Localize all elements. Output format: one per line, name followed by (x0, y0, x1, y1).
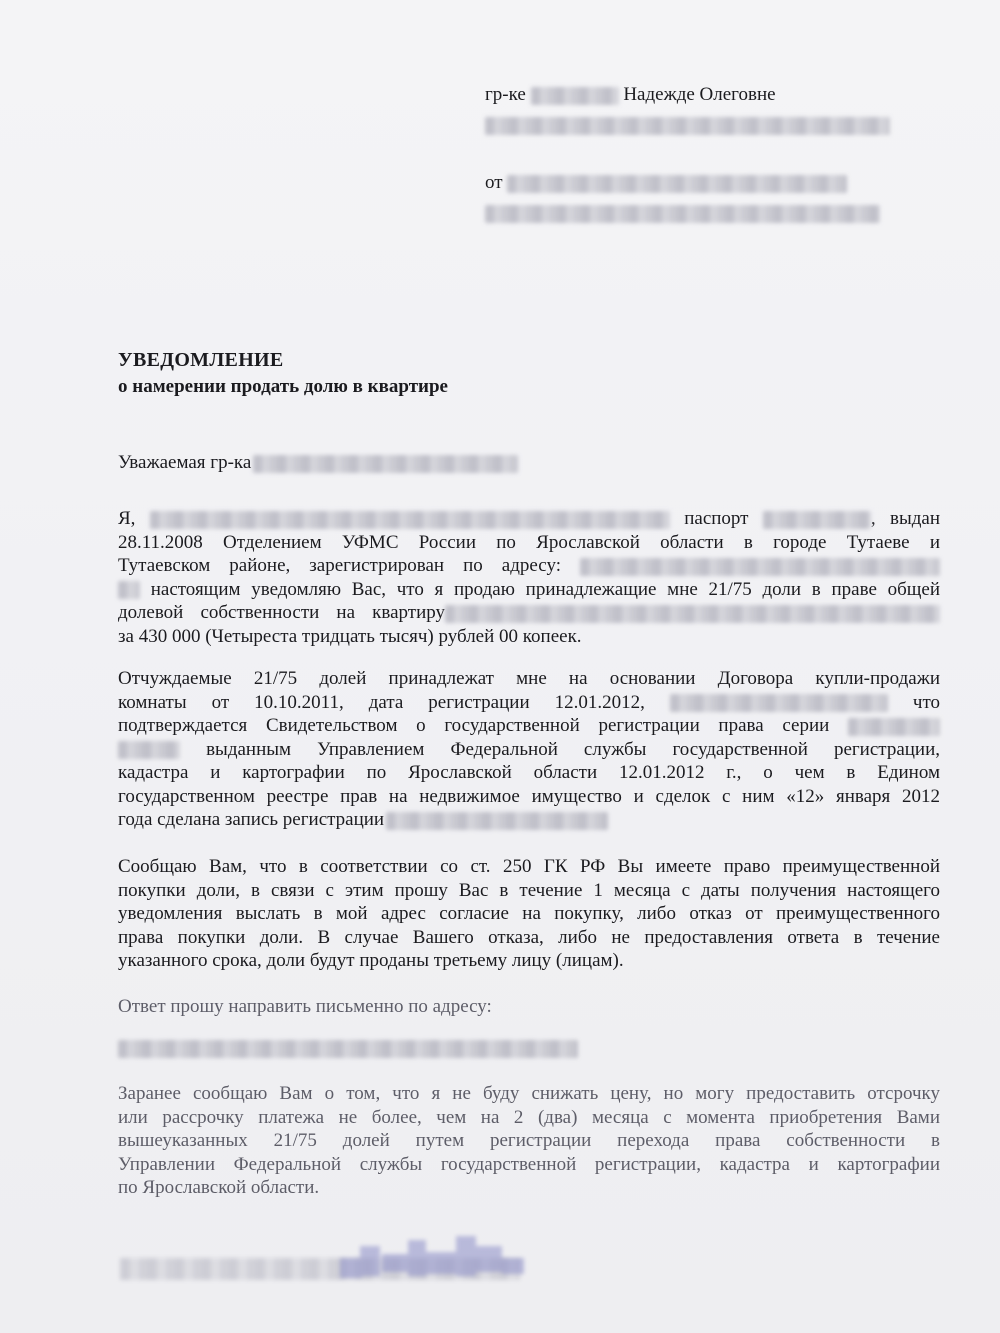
p1-start: Я, (118, 508, 136, 529)
paragraph-sale-notice (118, 507, 940, 648)
p2-line-3 (118, 714, 940, 738)
redacted-sender-name (507, 175, 847, 193)
title-subheading: о намерении продать долю в квартире (118, 376, 448, 397)
salutation-text: Уважаемая гр-ка (118, 452, 252, 473)
redacted-address (485, 117, 890, 135)
document-title (118, 347, 448, 401)
p3-line-3: уведомления выслать в мой адрес согласие на покупку, либо отказ от преимущественного (118, 903, 940, 924)
redacted-registration-number (670, 694, 888, 712)
p2-line-4 (118, 738, 940, 762)
redacted-certificate-series (848, 718, 940, 736)
redacted-reply-address (118, 1040, 578, 1058)
redacted-owner-name (150, 511, 670, 529)
p1-notice-text: настоящим уведомляю Вас, что я продаю принадлежащие мне 21/75 доли в праве общей (150, 578, 940, 600)
p1-line-5 (118, 601, 940, 625)
p1-registered-text: Тутаевском районе, зарегистрирован по адресу: (118, 555, 561, 576)
redacted-sender-address (485, 205, 880, 223)
reply-address (118, 1036, 940, 1060)
p1-line-1 (118, 507, 940, 531)
addressee-to-line (485, 80, 890, 110)
p1-line-4 (118, 578, 940, 602)
p1-apartment-text: долевой собственности на квартиру (118, 602, 445, 623)
p1-issued-label: , выдан (870, 508, 941, 529)
p2-line-5: кадастра и картографии по Ярославской области 12.01.2012 г., о чем в Едином (118, 762, 940, 783)
p1-line-2: 28.11.2008 Отделением УФМС России по Ярославской области в городе Тутаеве и (118, 531, 940, 553)
reply-request (118, 995, 940, 1019)
addressee-from-address-line (485, 198, 890, 228)
p2-contract-text: комнаты от 10.10.2011, дата регистрации 12.01.2012, (118, 691, 645, 713)
redacted-recipient-name (253, 455, 518, 473)
p2-record-text: года сделана запись регистрации (118, 809, 385, 830)
p4-line-1: Заранее сообщаю Вам о том, что я не буду снижать цену, но могу предоставить отсрочку (118, 1083, 940, 1104)
redacted-certificate-number (118, 741, 180, 759)
p2-line-2 (118, 691, 940, 715)
addressee-from-line (485, 168, 890, 198)
p2-line-6: государственном реестре прав на недвижимое имущество и сделок с ним «12» января 2012 (118, 785, 940, 807)
paragraph-preemptive-right (118, 855, 940, 973)
p2-line-1: Отчуждаемые 21/75 долей принадлежат мне на основании Договора купли-продажи (118, 668, 940, 689)
p3-line-5: указанного срока, доли будут проданы третьему лицу (лицам). (118, 950, 624, 971)
p4-line-4: Управлении Федеральной службы государственной регистрации, кадастра и картографии (118, 1153, 940, 1175)
salutation (118, 452, 518, 474)
addressee-to-prefix: гр-ке (485, 84, 526, 105)
addressee-block (485, 80, 890, 228)
reply-request-text: Ответ прошу направить письменно по адресу: (118, 996, 492, 1017)
redacted-passport-number (763, 511, 871, 529)
p2-what-text: что (912, 691, 941, 713)
p1-line-3 (118, 554, 940, 578)
p1-line-6: за 430 000 (Четыреста тридцать тысяч) рублей 00 копеек. (118, 625, 582, 647)
addressee-to-name: Надежде Олеговне (623, 84, 776, 105)
paragraph-ownership (118, 667, 940, 832)
p2-issued-text: выданным Управлением Федеральной службы государственной регистрации, (206, 738, 941, 760)
p4-line-2: или рассрочку платежа не более, чем на 2 (два) месяца с момента приобретения Вами (118, 1106, 940, 1128)
signature-icon (330, 1228, 570, 1298)
p4-line-3: вышеуказанных 21/75 долей путем регистрации перехода права собственности в (118, 1130, 940, 1151)
redacted-record-number (386, 812, 608, 830)
p4-line-5: по Ярославской области. (118, 1177, 320, 1198)
addressee-address-line (485, 110, 890, 140)
redacted-surname (531, 87, 619, 105)
p3-line-2: покупки доли, в связи с этим прошу Вас в течение 1 месяца с даты получения настоящего (118, 879, 940, 901)
paragraph-payment-terms (118, 1082, 940, 1200)
addressee-from-prefix: от (485, 172, 503, 193)
title-heading: УВЕДОМЛЕНИЕ (118, 349, 284, 371)
p2-certificate-text: подтверждается Свидетельством о государственной регистрации права серии (118, 715, 830, 736)
redacted-registration-address (580, 558, 940, 576)
redacted-apartment-address (445, 605, 940, 623)
p2-line-7 (118, 808, 940, 832)
p3-line-1: Сообщаю Вам, что в соответствии со ст. 250 ГК РФ Вы имеете право преимущественной (118, 856, 940, 877)
p3-line-4: права покупки доли. В случае Вашего отказа, либо не предоставления ответа в течение (118, 926, 940, 948)
p1-passport-label: паспорт (684, 508, 749, 529)
redacted-address-tail (118, 581, 140, 599)
